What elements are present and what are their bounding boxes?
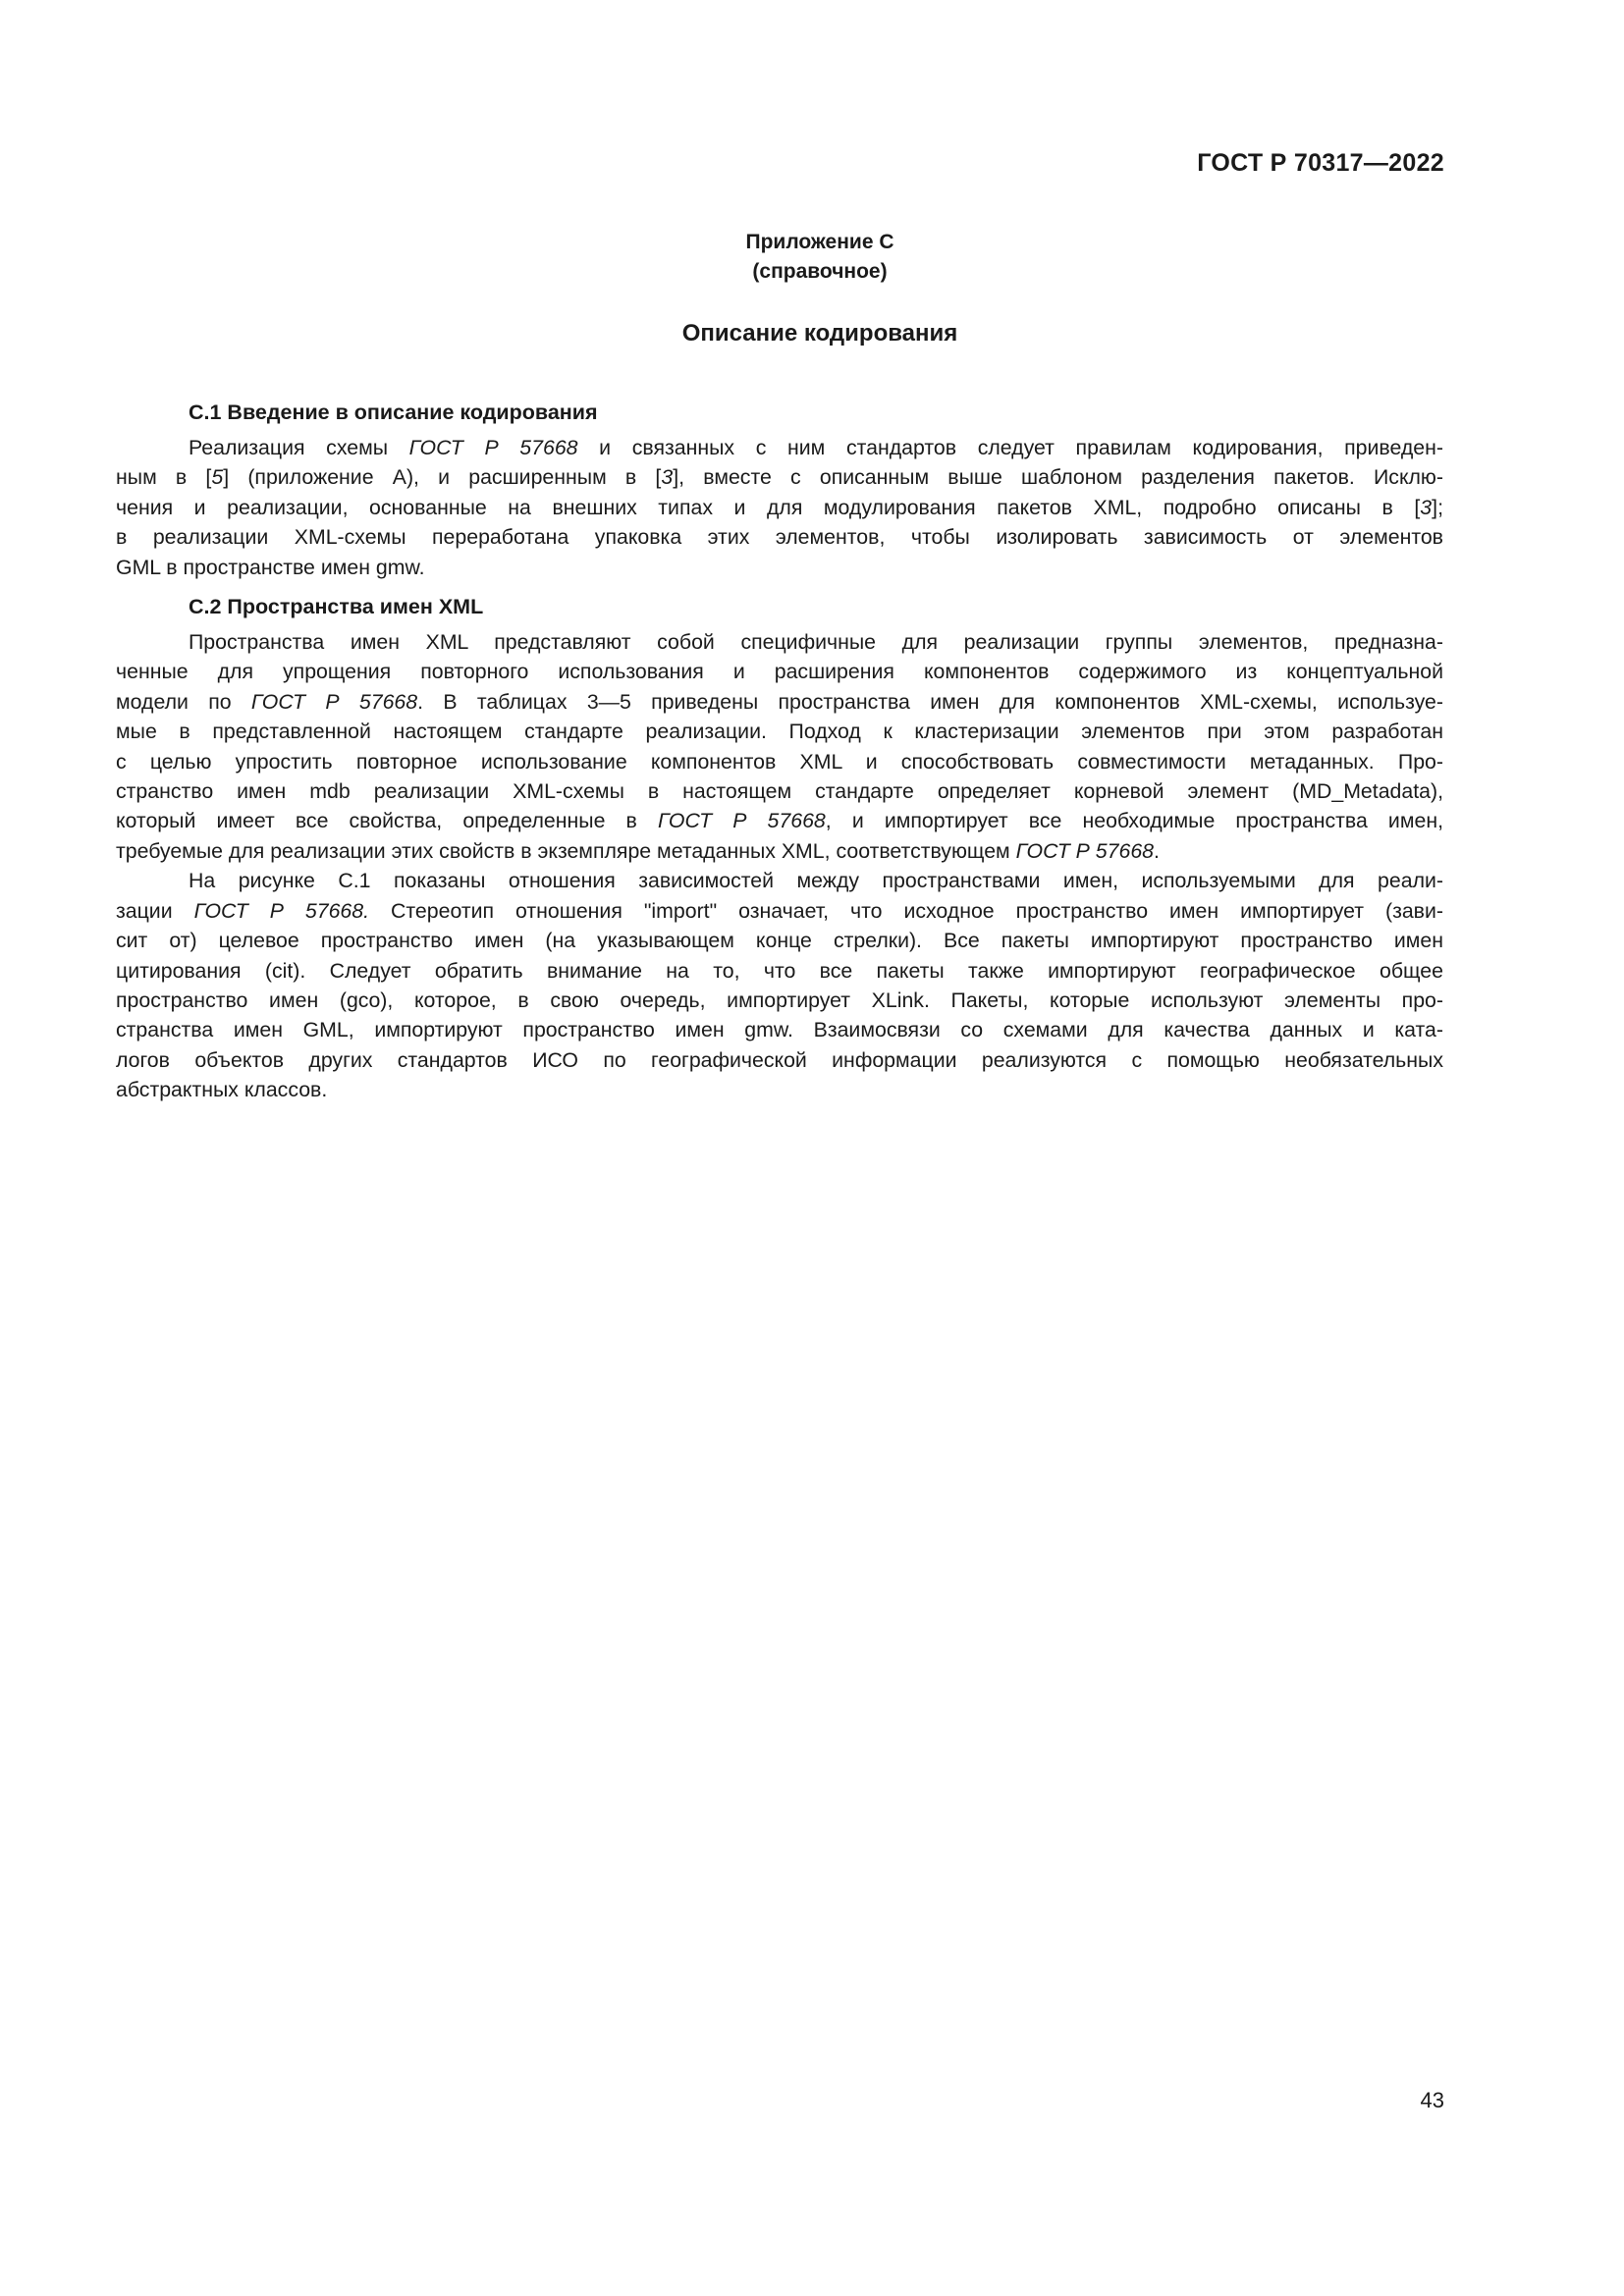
italic-reference: 3 — [1420, 495, 1433, 519]
appendix-heading — [0, 228, 1624, 287]
text-line — [116, 986, 1443, 1015]
text-run: сит от) целевое пространство имен (на указывающем конце стрелки). Все пакеты импортируют пространство имен — [116, 929, 1443, 953]
text-line — [116, 896, 1443, 926]
text-line — [116, 553, 1443, 582]
text-run: , и импортирует все необходимые пространства имен, — [825, 809, 1443, 833]
text-run: чения и реализации, основанные на внешних типах и для модулирования пакетов XML, подробно описаны в [ — [116, 495, 1421, 519]
paragraph — [116, 627, 1443, 866]
text-run: цитирования (cit). Следует обратить внимание на то, что все пакеты также импортируют географическое общее — [116, 958, 1443, 983]
text-run: . В таблицах 3—5 приведены пространства имен для компонентов XML-схемы, используе- — [417, 689, 1443, 714]
text-run: абстрактных классов. — [116, 1078, 328, 1102]
italic-reference: ГОСТ Р 57668 — [1015, 838, 1155, 863]
text-run: GML в пространстве имен gmw. — [116, 555, 425, 579]
italic-reference: ГОСТ Р 57668 — [408, 436, 578, 459]
appendix-label: Приложение С — [745, 231, 894, 253]
text-line — [116, 836, 1443, 866]
appendix-title: Описание кодирования — [681, 320, 958, 347]
text-run: модели по — [116, 689, 251, 714]
section-c1-body — [116, 433, 1443, 582]
text-line — [116, 687, 1443, 717]
text-line — [116, 747, 1443, 776]
italic-reference: 3 — [661, 465, 674, 490]
paragraph — [116, 433, 1443, 582]
text-run: требуемые для реализации этих свойств в экземпляре метаданных XML, соответствующем — [116, 838, 1016, 863]
paragraph — [116, 866, 1443, 1104]
text-run: мые в представленной настоящем стандарте реализации. Подход к кластеризации элементов при этом разработан — [116, 720, 1443, 744]
section-heading-c2: С.2 Пространства имен XML — [189, 595, 484, 619]
text-line — [116, 717, 1443, 746]
text-line — [116, 627, 1443, 657]
italic-reference: ГОСТ Р 57668 — [250, 689, 418, 714]
italic-reference: 5 — [211, 465, 224, 490]
text-run: ченные для упрощения повторного использования и расширения компонентов содержимого из концептуальной — [116, 660, 1443, 684]
text-run: ], вместе с описанным выше шаблоном разделения пакетов. Исклю- — [673, 465, 1443, 490]
text-line — [116, 462, 1443, 492]
text-run: Стереотип отношения "import" означает, что исходное пространство имен импортирует (зави- — [369, 898, 1443, 923]
text-run: в реализации XML-схемы переработана упаковка этих элементов, чтобы изолировать зависимость от элементов — [116, 525, 1443, 550]
document-code: ГОСТ Р 70317—2022 — [1197, 149, 1444, 177]
text-line — [116, 866, 1443, 895]
italic-reference: ГОСТ Р 57668. — [193, 898, 370, 923]
text-run: На рисунке С.1 показаны отношения зависимостей между пространствами имен, используемыми для реали- — [189, 869, 1443, 893]
document-body — [116, 398, 1443, 1105]
text-line — [116, 433, 1443, 462]
text-run: ] (приложение А), и расширенным в [ — [223, 465, 662, 490]
text-line — [116, 522, 1443, 552]
text-run: ным в [ — [116, 465, 212, 490]
text-run: странства имен GML, импортируют пространство имен gmw. Взаимосвязи со схемами для качества данных и ката- — [116, 1018, 1443, 1042]
text-run: пространство имен (gco), которое, в свою очередь, импортирует XLink. Пакеты, которые используют элементы про- — [116, 988, 1443, 1012]
text-line — [116, 1015, 1443, 1044]
text-line — [116, 1075, 1443, 1104]
text-run: и связанных с ним стандартов следует правилам кодирования, приведен- — [577, 436, 1443, 459]
section-heading-c1: С.1 Введение в описание кодирования — [189, 400, 598, 424]
text-run: зации — [116, 898, 194, 923]
text-run: . — [1154, 838, 1160, 863]
text-run: ]; — [1432, 495, 1443, 519]
text-run: который имеет все свойства, определенные в — [116, 809, 658, 833]
text-line — [116, 776, 1443, 806]
text-line — [116, 657, 1443, 686]
text-run: странство имен mdb реализации XML-схемы в настоящем стандарте определяет корневой элемент (MD_Metadata), — [116, 779, 1443, 804]
text-line — [116, 926, 1443, 955]
text-run: Пространства имен XML представляют собой специфичные для реализации группы элементов, предназна- — [189, 630, 1443, 655]
text-line — [116, 493, 1443, 522]
italic-reference: ГОСТ Р 57668 — [658, 809, 826, 833]
text-run: логов объектов других стандартов ИСО по географической информации реализуются с помощью необязательных — [116, 1047, 1443, 1072]
page-number: 43 — [1420, 2088, 1444, 2112]
text-line — [116, 806, 1443, 835]
appendix-type: (справочное) — [752, 260, 888, 283]
text-run: Реализация схемы — [189, 436, 409, 459]
text-line — [116, 1045, 1443, 1075]
section-c2-body — [116, 627, 1443, 1105]
text-line — [116, 956, 1443, 986]
text-run: с целью упростить повторное использование компонентов XML и способствовать совместимости метаданных. Про- — [116, 749, 1443, 774]
